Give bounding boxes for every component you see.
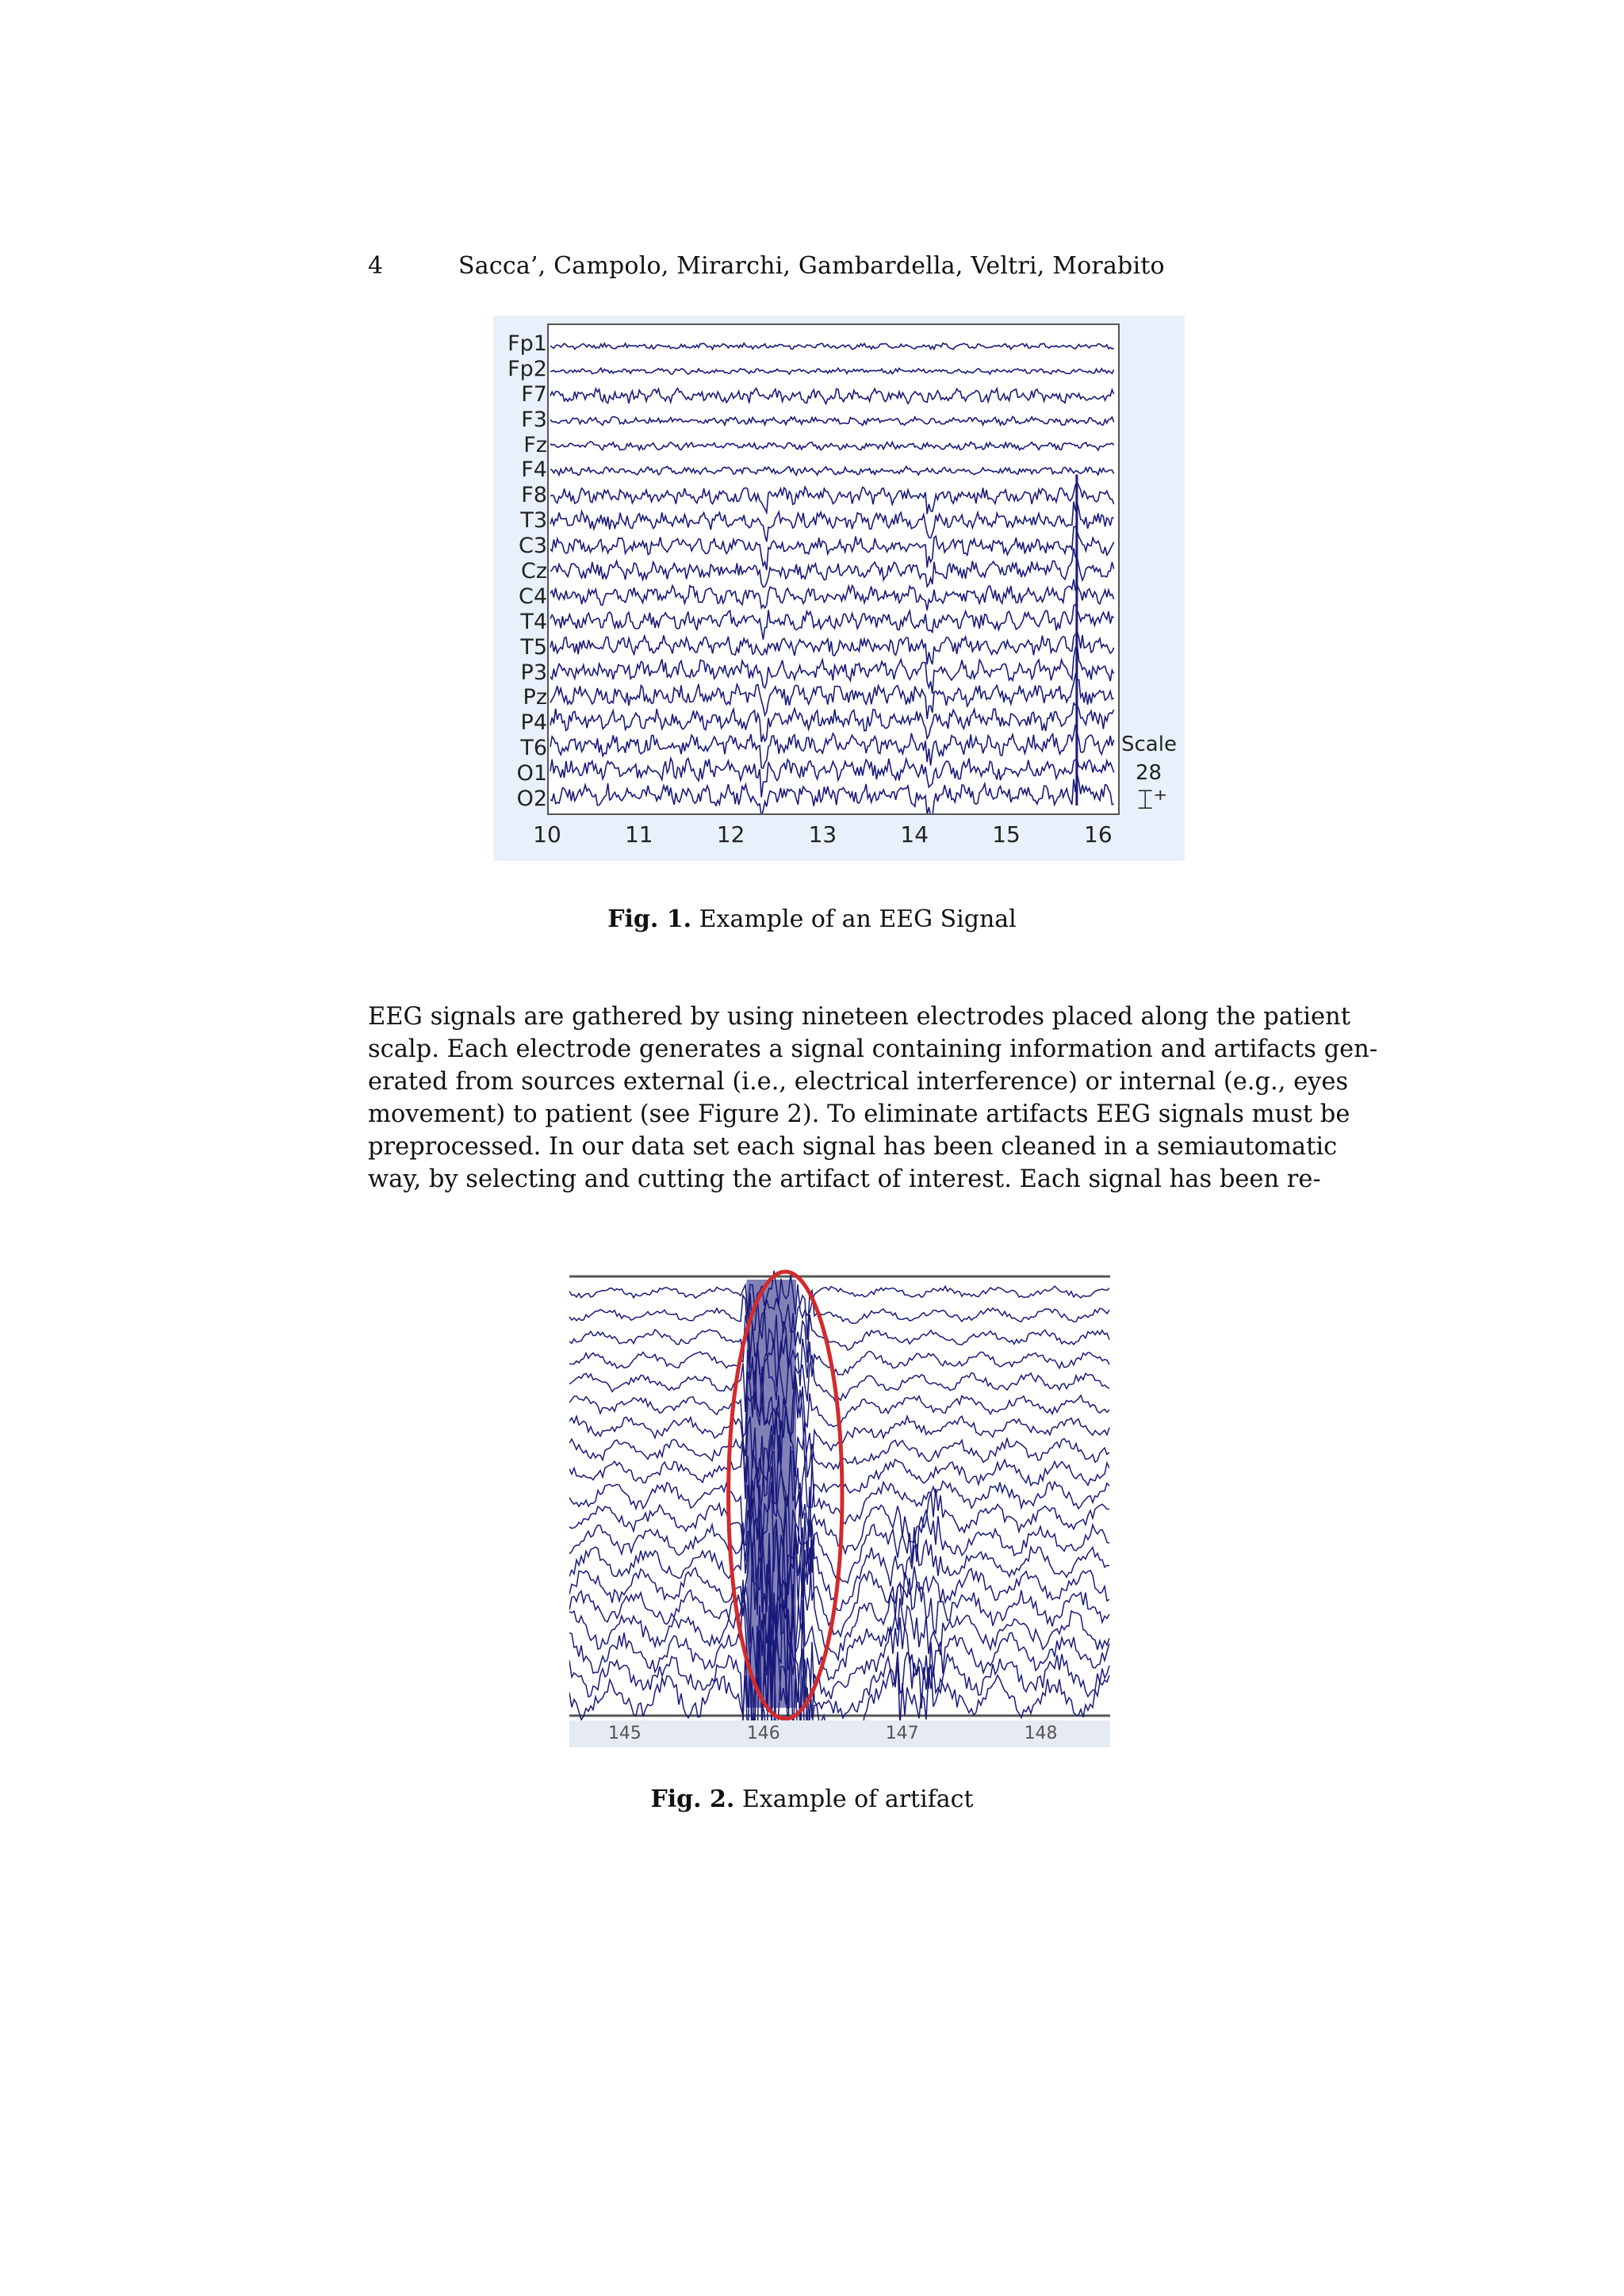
artifact-trace [569, 1308, 1109, 1365]
channel-label: T5 [520, 634, 547, 660]
channel-label: T6 [520, 736, 547, 761]
figure-2 [569, 1261, 1110, 1747]
eeg-plot-area [547, 323, 1120, 815]
x-tick-label: 14 [900, 821, 929, 848]
channel-labels [501, 331, 547, 812]
body-line: preprocessed. In our data set each signal has been cleaned in a semiautomatic [368, 1133, 1338, 1161]
channel-label: P3 [520, 660, 547, 685]
artifact-trace [569, 1271, 1109, 1318]
x-tick-label: 145 [607, 1724, 642, 1743]
running-head: Sacca’, Campolo, Mirarchi, Gambardella, Veltri, Morabito [458, 252, 1165, 280]
body-line: way, by selecting and cutting the artifact of interest. Each signal has been re- [368, 1165, 1321, 1193]
eeg-trace-fp1 [550, 343, 1114, 350]
x-tick-label: 12 [716, 821, 745, 848]
eeg-trace-t4 [550, 604, 1114, 639]
eeg-trace-c4 [550, 580, 1114, 610]
channel-label: P4 [520, 710, 547, 736]
body-line: EEG signals are gathered by using nineteen electrodes placed along the patient [368, 1003, 1350, 1031]
x-tick-label: 13 [808, 821, 837, 848]
figure-1 [493, 316, 1185, 861]
scale-indicator [1121, 733, 1185, 816]
x-axis-ticks [569, 1720, 1110, 1747]
channel-label: Cz [520, 559, 547, 584]
artifact-trace [569, 1630, 1109, 1720]
channel-label: O1 [516, 761, 547, 786]
figure-1-caption [0, 905, 1624, 933]
body-line: movement) to patient (see Figure 2). To eliminate artifacts EEG signals must be [368, 1100, 1350, 1128]
scale-value: 28 [1136, 761, 1162, 785]
eeg-trace-fz [550, 442, 1114, 450]
x-tick-label: 146 [746, 1724, 780, 1743]
caption-label: Fig. 1. [607, 905, 692, 933]
page-number: 4 [368, 252, 384, 280]
x-tick-label: 10 [533, 821, 561, 848]
eeg-trace-t5 [550, 632, 1114, 664]
x-tick-label: 15 [992, 821, 1021, 848]
channel-label: F4 [521, 457, 547, 483]
eeg-trace-f7 [550, 388, 1114, 404]
x-axis-ticks [533, 821, 1120, 853]
eeg-trace-pz [550, 675, 1114, 719]
channel-label: T4 [520, 609, 547, 634]
eeg-trace-cz [550, 548, 1114, 587]
eeg-traces [549, 325, 1118, 813]
x-tick-label: 16 [1084, 821, 1113, 848]
channel-label: Fz [523, 432, 547, 457]
scale-bar-icon: ⌶⁺ [1137, 784, 1168, 816]
body-line: scalp. Each electrode generates a signal containing information and artifacts gen- [368, 1035, 1378, 1063]
channel-label: C4 [518, 584, 547, 609]
eeg-trace-f4 [550, 466, 1114, 475]
eeg-trace-f8 [550, 482, 1114, 514]
channel-label: Fp1 [508, 331, 547, 356]
caption-text: Example of artifact [741, 1785, 974, 1813]
channel-label: C3 [518, 534, 547, 559]
eeg-trace-f3 [550, 417, 1114, 426]
eeg-trace-fp2 [550, 368, 1114, 374]
artifact-traces [569, 1261, 1110, 1720]
channel-label: Fp2 [508, 356, 547, 381]
eeg-trace-t3 [550, 502, 1114, 542]
channel-label: O2 [516, 786, 547, 812]
artifact-trace [569, 1330, 1109, 1387]
channel-label: Pz [523, 685, 547, 710]
x-tick-label: 147 [885, 1724, 919, 1743]
eeg-trace-o2 [550, 774, 1114, 813]
body-line: erated from sources external (i.e., electrical interference) or internal (e.g., eyes [368, 1068, 1349, 1096]
x-tick-label: 148 [1024, 1724, 1058, 1743]
caption-label: Fig. 2. [650, 1785, 735, 1813]
scale-label: Scale [1121, 733, 1177, 756]
channel-label: F3 [521, 407, 547, 432]
caption-text: Example of an EEG Signal [699, 905, 1017, 933]
figure-2-caption [0, 1785, 1624, 1813]
artifact-burst [747, 1280, 796, 1708]
channel-label: T3 [520, 508, 547, 534]
channel-label: F8 [521, 483, 547, 508]
x-tick-label: 11 [624, 821, 653, 848]
channel-label: F7 [521, 381, 547, 407]
body-paragraph [368, 1001, 1378, 1196]
